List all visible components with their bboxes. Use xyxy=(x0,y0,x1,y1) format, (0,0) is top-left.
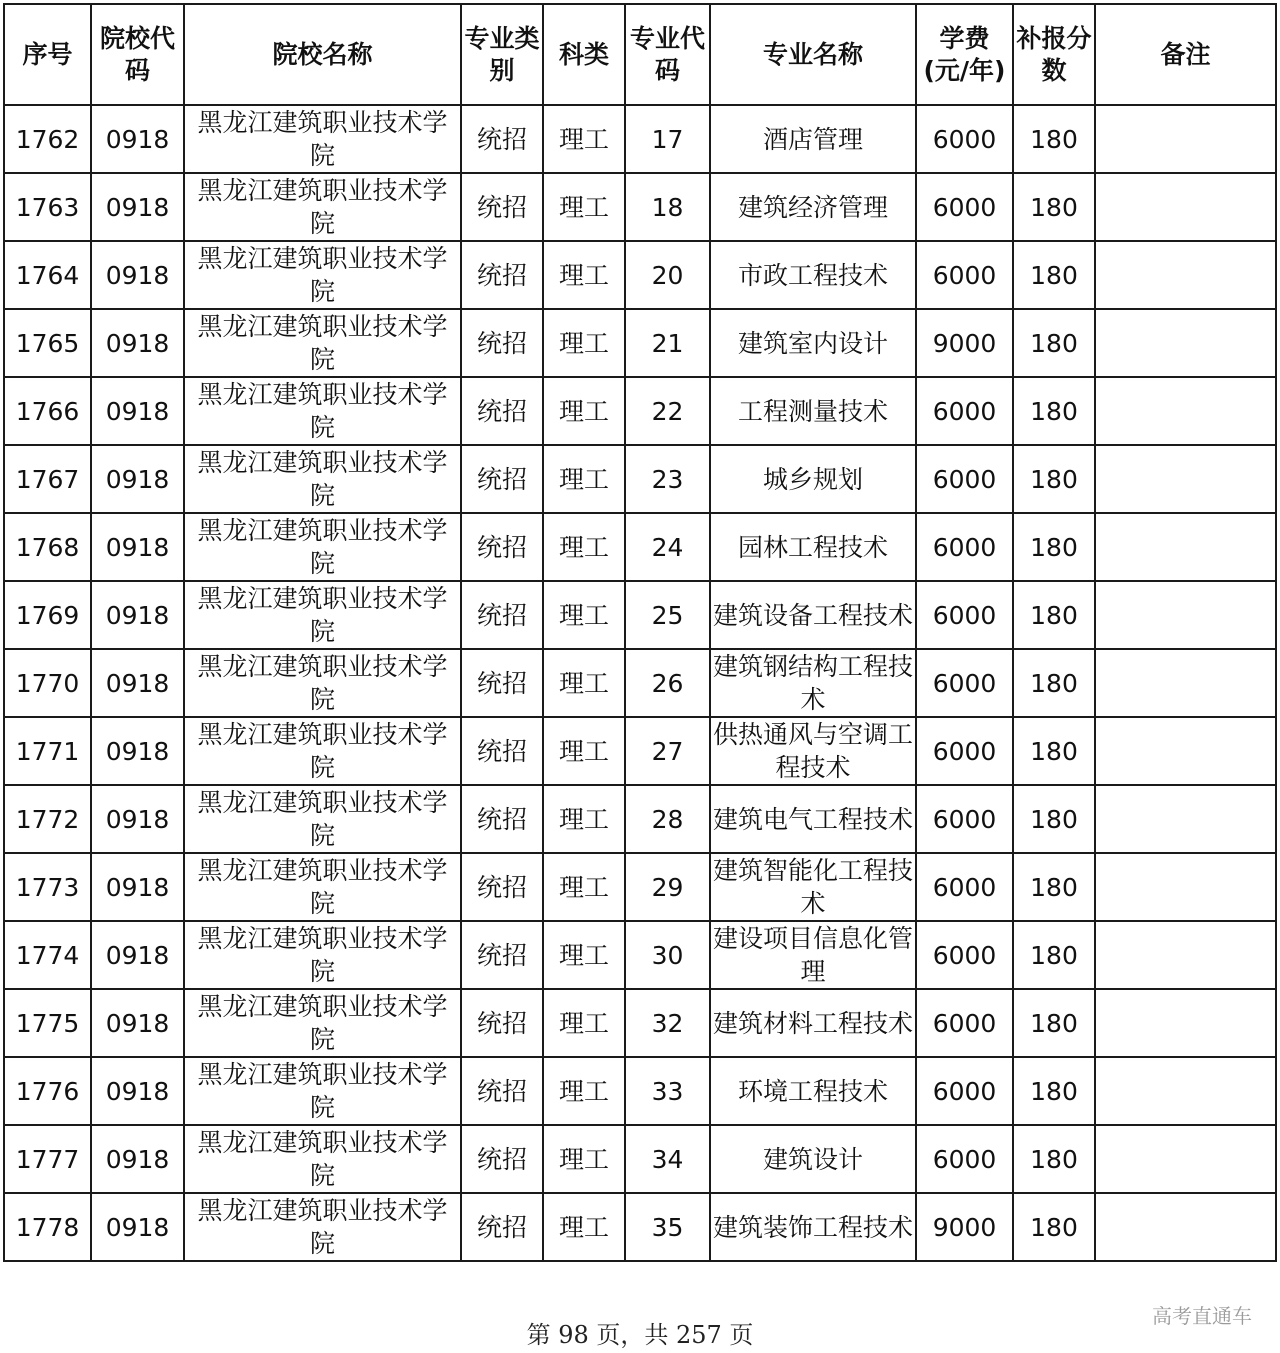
table-row xyxy=(4,173,1276,241)
cell-seq: 1772 xyxy=(4,785,91,853)
cell-tuition: 6000 xyxy=(916,581,1013,649)
cell-school-code: 0918 xyxy=(91,1057,184,1125)
cell-remarks xyxy=(1095,377,1276,445)
cell-remarks xyxy=(1095,241,1276,309)
cell-subject: 理工 xyxy=(543,309,625,377)
table-row xyxy=(4,513,1276,581)
table-row xyxy=(4,853,1276,921)
watermark-text: 高考直通车 xyxy=(1152,1304,1252,1328)
table-row xyxy=(4,1057,1276,1125)
cell-remarks xyxy=(1095,513,1276,581)
cell-school-code: 0918 xyxy=(91,989,184,1057)
cell-major-type: 统招 xyxy=(461,921,543,989)
cell-major-code: 35 xyxy=(625,1193,710,1261)
cell-school-code: 0918 xyxy=(91,241,184,309)
cell-subject: 理工 xyxy=(543,377,625,445)
cell-remarks xyxy=(1095,309,1276,377)
cell-subject: 理工 xyxy=(543,105,625,173)
cell-major-name: 建筑室内设计 xyxy=(710,309,916,377)
cell-score: 180 xyxy=(1013,445,1095,513)
header-school-code: 院校代码 xyxy=(91,4,184,105)
cell-school-name: 黑龙江建筑职业技术学院 xyxy=(184,377,461,445)
cell-school-code: 0918 xyxy=(91,853,184,921)
cell-school-name: 黑龙江建筑职业技术学院 xyxy=(184,989,461,1057)
cell-subject: 理工 xyxy=(543,1193,625,1261)
cell-subject: 理工 xyxy=(543,445,625,513)
cell-major-code: 27 xyxy=(625,717,710,785)
table-row xyxy=(4,649,1276,717)
cell-seq: 1766 xyxy=(4,377,91,445)
cell-seq: 1775 xyxy=(4,989,91,1057)
cell-seq: 1771 xyxy=(4,717,91,785)
cell-school-name: 黑龙江建筑职业技术学院 xyxy=(184,105,461,173)
cell-major-code: 17 xyxy=(625,105,710,173)
cell-major-type: 统招 xyxy=(461,377,543,445)
cell-major-code: 23 xyxy=(625,445,710,513)
cell-major-name: 建筑智能化工程技术 xyxy=(710,853,916,921)
cell-major-name: 建筑装饰工程技术 xyxy=(710,1193,916,1261)
cell-major-type: 统招 xyxy=(461,445,543,513)
cell-score: 180 xyxy=(1013,581,1095,649)
cell-seq: 1765 xyxy=(4,309,91,377)
cell-remarks xyxy=(1095,785,1276,853)
table-header xyxy=(4,4,1276,105)
cell-school-code: 0918 xyxy=(91,377,184,445)
header-school-name: 院校名称 xyxy=(184,4,461,105)
cell-tuition: 6000 xyxy=(916,717,1013,785)
cell-tuition: 6000 xyxy=(916,377,1013,445)
cell-score: 180 xyxy=(1013,649,1095,717)
cell-major-type: 统招 xyxy=(461,785,543,853)
cell-major-name: 建筑钢结构工程技术 xyxy=(710,649,916,717)
cell-school-code: 0918 xyxy=(91,105,184,173)
cell-school-code: 0918 xyxy=(91,1125,184,1193)
cell-seq: 1762 xyxy=(4,105,91,173)
cell-tuition: 6000 xyxy=(916,853,1013,921)
cell-school-code: 0918 xyxy=(91,581,184,649)
cell-major-name: 环境工程技术 xyxy=(710,1057,916,1125)
cell-seq: 1770 xyxy=(4,649,91,717)
cell-seq: 1768 xyxy=(4,513,91,581)
cell-subject: 理工 xyxy=(543,921,625,989)
cell-tuition: 6000 xyxy=(916,649,1013,717)
cell-score: 180 xyxy=(1013,173,1095,241)
cell-tuition: 6000 xyxy=(916,241,1013,309)
cell-major-type: 统招 xyxy=(461,1057,543,1125)
cell-score: 180 xyxy=(1013,921,1095,989)
cell-major-code: 30 xyxy=(625,921,710,989)
cell-subject: 理工 xyxy=(543,649,625,717)
cell-major-name: 供热通风与空调工程技术 xyxy=(710,717,916,785)
cell-remarks xyxy=(1095,921,1276,989)
cell-remarks xyxy=(1095,1125,1276,1193)
cell-school-name: 黑龙江建筑职业技术学院 xyxy=(184,445,461,513)
cell-subject: 理工 xyxy=(543,785,625,853)
cell-major-type: 统招 xyxy=(461,241,543,309)
table-row xyxy=(4,989,1276,1057)
cell-tuition: 6000 xyxy=(916,445,1013,513)
cell-school-name: 黑龙江建筑职业技术学院 xyxy=(184,1057,461,1125)
cell-major-name: 建筑电气工程技术 xyxy=(710,785,916,853)
header-major-name: 专业名称 xyxy=(710,4,916,105)
cell-major-type: 统招 xyxy=(461,581,543,649)
cell-score: 180 xyxy=(1013,105,1095,173)
cell-subject: 理工 xyxy=(543,513,625,581)
cell-major-type: 统招 xyxy=(461,309,543,377)
cell-seq: 1763 xyxy=(4,173,91,241)
cell-major-type: 统招 xyxy=(461,649,543,717)
cell-subject: 理工 xyxy=(543,173,625,241)
cell-remarks xyxy=(1095,717,1276,785)
cell-school-code: 0918 xyxy=(91,445,184,513)
cell-major-code: 29 xyxy=(625,853,710,921)
cell-major-code: 28 xyxy=(625,785,710,853)
cell-major-name: 市政工程技术 xyxy=(710,241,916,309)
table-row xyxy=(4,241,1276,309)
cell-remarks xyxy=(1095,649,1276,717)
cell-subject: 理工 xyxy=(543,717,625,785)
admissions-table xyxy=(3,3,1277,1262)
cell-major-code: 22 xyxy=(625,377,710,445)
table-body xyxy=(4,105,1276,1261)
cell-tuition: 6000 xyxy=(916,513,1013,581)
cell-major-type: 统招 xyxy=(461,989,543,1057)
cell-major-type: 统招 xyxy=(461,1193,543,1261)
cell-score: 180 xyxy=(1013,241,1095,309)
cell-school-code: 0918 xyxy=(91,309,184,377)
cell-school-name: 黑龙江建筑职业技术学院 xyxy=(184,921,461,989)
header-score: 补报分数 xyxy=(1013,4,1095,105)
cell-subject: 理工 xyxy=(543,1125,625,1193)
cell-remarks xyxy=(1095,1057,1276,1125)
table-row xyxy=(4,445,1276,513)
cell-school-code: 0918 xyxy=(91,173,184,241)
header-major-type: 专业类别 xyxy=(461,4,543,105)
cell-subject: 理工 xyxy=(543,989,625,1057)
cell-school-name: 黑龙江建筑职业技术学院 xyxy=(184,1193,461,1261)
cell-tuition: 9000 xyxy=(916,309,1013,377)
page-number: 第 98 页，共 257 页 xyxy=(526,1321,754,1349)
cell-seq: 1764 xyxy=(4,241,91,309)
cell-tuition: 6000 xyxy=(916,1125,1013,1193)
cell-score: 180 xyxy=(1013,853,1095,921)
header-row xyxy=(4,4,1276,105)
cell-major-code: 33 xyxy=(625,1057,710,1125)
cell-score: 180 xyxy=(1013,1057,1095,1125)
cell-score: 180 xyxy=(1013,785,1095,853)
table-row xyxy=(4,105,1276,173)
table-row xyxy=(4,377,1276,445)
cell-major-code: 32 xyxy=(625,989,710,1057)
cell-tuition: 6000 xyxy=(916,921,1013,989)
cell-remarks xyxy=(1095,989,1276,1057)
cell-score: 180 xyxy=(1013,377,1095,445)
cell-major-type: 统招 xyxy=(461,513,543,581)
cell-remarks xyxy=(1095,105,1276,173)
table-row xyxy=(4,309,1276,377)
table-row xyxy=(4,1125,1276,1193)
cell-tuition: 6000 xyxy=(916,1057,1013,1125)
cell-subject: 理工 xyxy=(543,581,625,649)
cell-major-name: 城乡规划 xyxy=(710,445,916,513)
cell-score: 180 xyxy=(1013,309,1095,377)
table-row xyxy=(4,717,1276,785)
cell-major-name: 园林工程技术 xyxy=(710,513,916,581)
table-row xyxy=(4,785,1276,853)
cell-school-code: 0918 xyxy=(91,785,184,853)
cell-score: 180 xyxy=(1013,1193,1095,1261)
cell-remarks xyxy=(1095,173,1276,241)
cell-major-name: 建筑材料工程技术 xyxy=(710,989,916,1057)
cell-remarks xyxy=(1095,445,1276,513)
cell-remarks xyxy=(1095,853,1276,921)
cell-school-code: 0918 xyxy=(91,513,184,581)
cell-seq: 1774 xyxy=(4,921,91,989)
cell-school-code: 0918 xyxy=(91,921,184,989)
header-remarks: 备注 xyxy=(1095,4,1276,105)
cell-seq: 1778 xyxy=(4,1193,91,1261)
cell-remarks xyxy=(1095,581,1276,649)
cell-score: 180 xyxy=(1013,717,1095,785)
cell-major-code: 34 xyxy=(625,1125,710,1193)
cell-major-name: 建设项目信息化管理 xyxy=(710,921,916,989)
cell-seq: 1767 xyxy=(4,445,91,513)
header-tuition: 学费(元/年) xyxy=(916,4,1013,105)
cell-school-name: 黑龙江建筑职业技术学院 xyxy=(184,649,461,717)
cell-subject: 理工 xyxy=(543,1057,625,1125)
header-subject: 科类 xyxy=(543,4,625,105)
cell-major-type: 统招 xyxy=(461,853,543,921)
cell-major-code: 25 xyxy=(625,581,710,649)
cell-major-code: 20 xyxy=(625,241,710,309)
cell-school-code: 0918 xyxy=(91,717,184,785)
cell-subject: 理工 xyxy=(543,853,625,921)
cell-major-code: 18 xyxy=(625,173,710,241)
cell-school-name: 黑龙江建筑职业技术学院 xyxy=(184,717,461,785)
cell-tuition: 6000 xyxy=(916,105,1013,173)
cell-major-name: 工程测量技术 xyxy=(710,377,916,445)
cell-major-name: 酒店管理 xyxy=(710,105,916,173)
table-row xyxy=(4,921,1276,989)
cell-score: 180 xyxy=(1013,513,1095,581)
cell-tuition: 9000 xyxy=(916,1193,1013,1261)
cell-major-type: 统招 xyxy=(461,1125,543,1193)
cell-school-name: 黑龙江建筑职业技术学院 xyxy=(184,581,461,649)
cell-major-code: 26 xyxy=(625,649,710,717)
cell-school-code: 0918 xyxy=(91,1193,184,1261)
cell-major-type: 统招 xyxy=(461,173,543,241)
cell-score: 180 xyxy=(1013,1125,1095,1193)
cell-tuition: 6000 xyxy=(916,989,1013,1057)
cell-school-name: 黑龙江建筑职业技术学院 xyxy=(184,785,461,853)
cell-seq: 1773 xyxy=(4,853,91,921)
cell-school-code: 0918 xyxy=(91,649,184,717)
cell-major-name: 建筑经济管理 xyxy=(710,173,916,241)
cell-seq: 1777 xyxy=(4,1125,91,1193)
cell-score: 180 xyxy=(1013,989,1095,1057)
cell-major-code: 24 xyxy=(625,513,710,581)
table-row xyxy=(4,1193,1276,1261)
cell-school-name: 黑龙江建筑职业技术学院 xyxy=(184,309,461,377)
cell-tuition: 6000 xyxy=(916,173,1013,241)
table-row xyxy=(4,581,1276,649)
cell-major-type: 统招 xyxy=(461,717,543,785)
cell-school-name: 黑龙江建筑职业技术学院 xyxy=(184,1125,461,1193)
cell-tuition: 6000 xyxy=(916,785,1013,853)
cell-subject: 理工 xyxy=(543,241,625,309)
cell-school-name: 黑龙江建筑职业技术学院 xyxy=(184,513,461,581)
header-major-code: 专业代码 xyxy=(625,4,710,105)
cell-seq: 1769 xyxy=(4,581,91,649)
cell-remarks xyxy=(1095,1193,1276,1261)
cell-major-name: 建筑设备工程技术 xyxy=(710,581,916,649)
cell-school-name: 黑龙江建筑职业技术学院 xyxy=(184,853,461,921)
header-seq: 序号 xyxy=(4,4,91,105)
cell-major-name: 建筑设计 xyxy=(710,1125,916,1193)
cell-major-code: 21 xyxy=(625,309,710,377)
cell-school-name: 黑龙江建筑职业技术学院 xyxy=(184,173,461,241)
cell-seq: 1776 xyxy=(4,1057,91,1125)
cell-school-name: 黑龙江建筑职业技术学院 xyxy=(184,241,461,309)
cell-major-type: 统招 xyxy=(461,105,543,173)
